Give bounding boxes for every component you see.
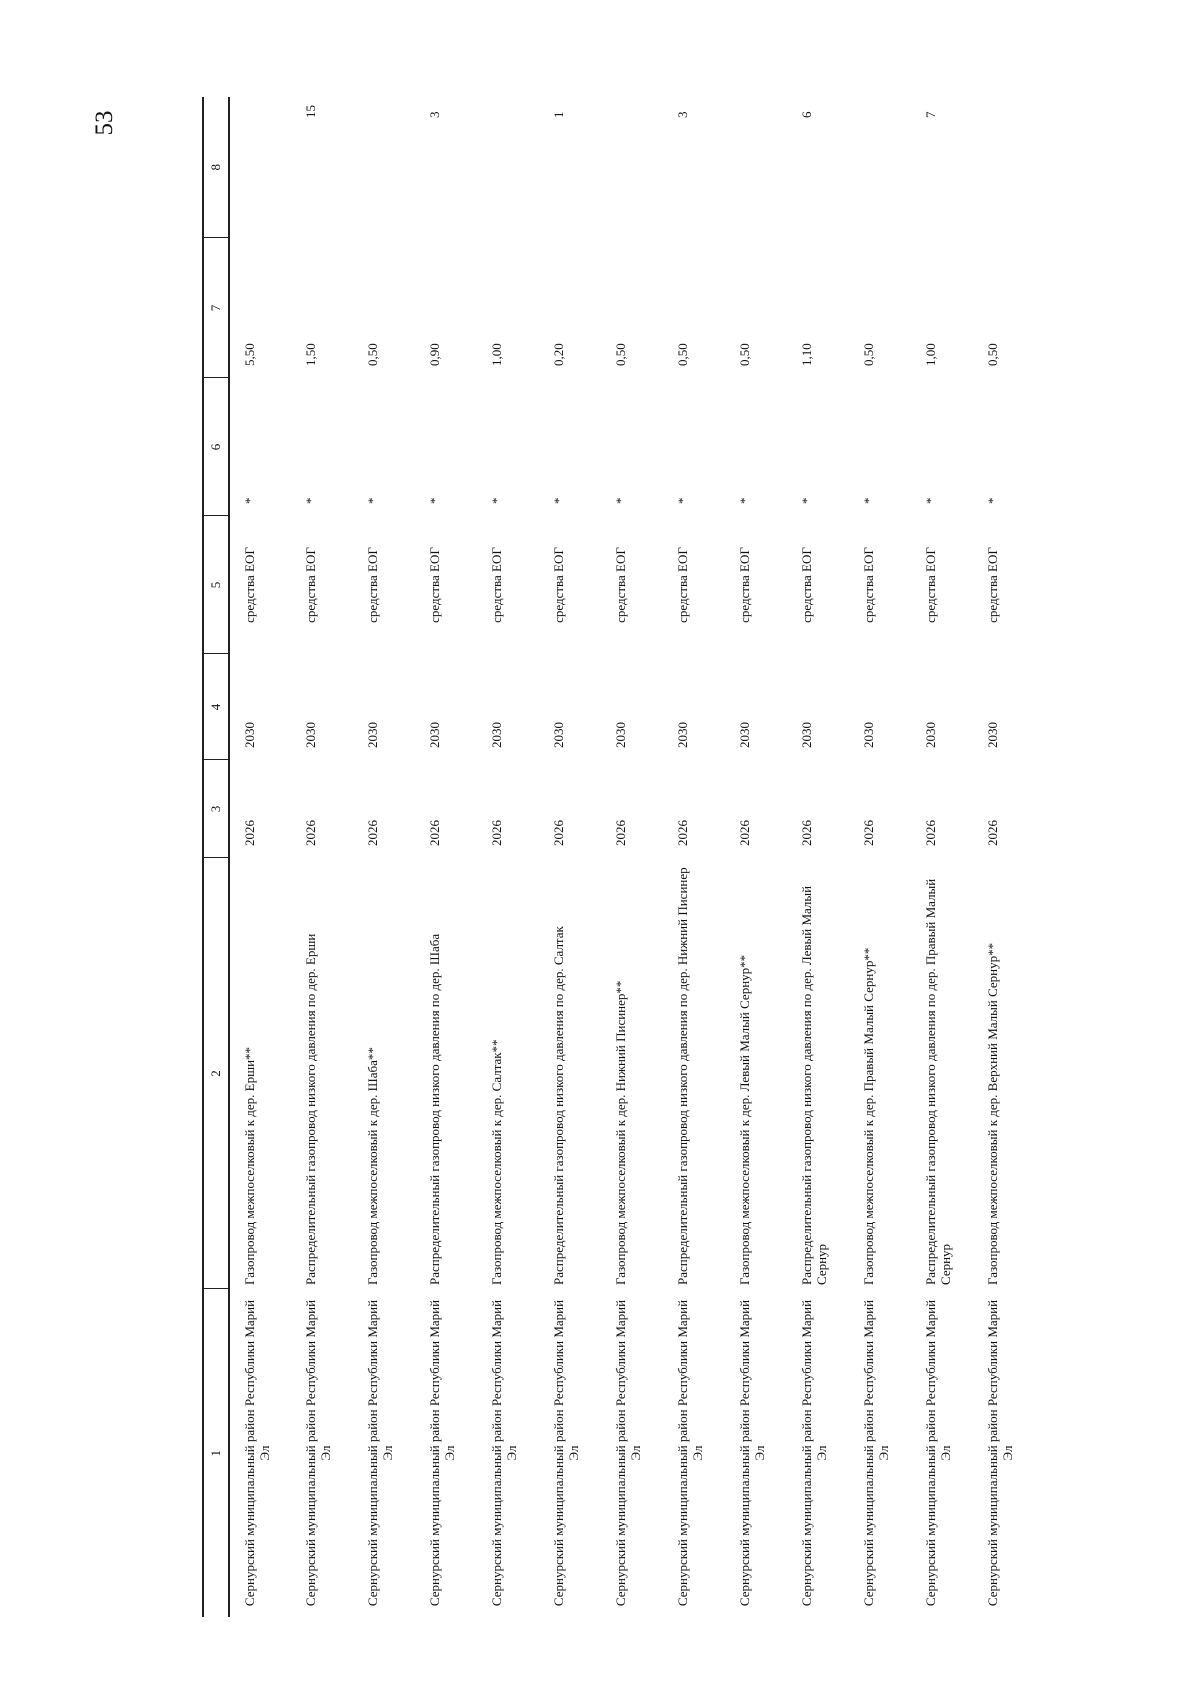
asterisk-cell: * — [365, 497, 380, 504]
table-row — [787, 97, 849, 1617]
asterisk-cell: * — [427, 497, 442, 504]
end-year-cell: 2030 — [489, 722, 504, 748]
object-cell: Распределительный газопровод низкого давления по дер. Правый Малый Сернур — [923, 878, 953, 1285]
municipality-cell: Сернурский муниципальный район Республики Марий Эл — [861, 1299, 891, 1607]
end-year-cell: 2030 — [303, 722, 318, 748]
start-year-cell: 2026 — [861, 820, 876, 846]
asterisk-cell: * — [551, 497, 566, 504]
end-year-cell: 2030 — [985, 722, 1000, 748]
table-row — [663, 97, 725, 1617]
start-year-cell: 2026 — [303, 820, 318, 846]
table-row — [353, 97, 415, 1617]
table-row — [291, 97, 353, 1617]
object-cell: Газопровод межпоселковый к дер. Левый Малый Сернур** — [737, 954, 752, 1285]
municipality-cell: Сернурский муниципальный район Республики Марий Эл — [427, 1299, 457, 1607]
rotated-table-page — [202, 97, 1015, 1617]
end-year-cell: 2030 — [923, 722, 938, 748]
start-year-cell: 2026 — [242, 820, 257, 846]
object-cell: Газопровод межпоселковый к дер. Нижний Писинер** — [613, 980, 628, 1285]
municipality-cell: Сернурский муниципальный район Республики Марий Эл — [737, 1299, 767, 1607]
length-cell: 0,50 — [613, 343, 628, 366]
municipality-cell: Сернурский муниципальный район Республики Марий Эл — [303, 1299, 333, 1607]
page-number: 53 — [91, 110, 118, 136]
column-header: 5 — [203, 516, 229, 654]
funding-source-cell: средства ЕОГ — [737, 547, 752, 623]
funding-source-cell: средства ЕОГ — [675, 547, 690, 623]
municipality-cell: Сернурский муниципальный район Республики Марий Эл — [985, 1299, 1015, 1607]
table-row — [725, 97, 787, 1617]
length-cell: 1,00 — [923, 343, 938, 366]
count-cell — [229, 97, 291, 238]
object-cell: Распределительный газопровод низкого давления по дер. Ерши — [303, 933, 318, 1285]
funding-source-cell: средства ЕОГ — [303, 547, 318, 623]
length-cell: 0,50 — [737, 343, 752, 366]
end-year-cell: 2030 — [799, 722, 814, 748]
start-year-cell: 2026 — [799, 820, 814, 846]
funding-source-cell: средства ЕОГ — [613, 547, 628, 623]
funding-source-cell: средства ЕОГ — [365, 547, 380, 623]
funding-source-cell: средства ЕОГ — [985, 547, 1000, 623]
start-year-cell: 2026 — [427, 820, 442, 846]
column-header: 2 — [203, 858, 229, 1289]
table-row — [539, 97, 601, 1617]
object-cell: Газопровод межпоселковый к дер. Шаба** — [365, 1047, 380, 1285]
count-cell: 6 — [799, 111, 814, 118]
funding-source-cell: средства ЕОГ — [551, 547, 566, 623]
length-cell: 5,50 — [242, 343, 257, 366]
length-cell: 0,50 — [861, 343, 876, 366]
count-cell — [477, 97, 539, 238]
funding-source-cell: средства ЕОГ — [799, 547, 814, 623]
municipality-cell: Сернурский муниципальный район Республики Марий Эл — [675, 1299, 705, 1607]
count-cell: 1 — [551, 111, 566, 118]
start-year-cell: 2026 — [365, 820, 380, 846]
count-cell: 3 — [427, 111, 442, 118]
count-cell — [601, 97, 663, 238]
asterisk-cell: * — [303, 497, 318, 504]
length-cell: 0,20 — [551, 343, 566, 366]
end-year-cell: 2030 — [861, 722, 876, 748]
asterisk-cell: * — [613, 497, 628, 504]
column-header: 8 — [203, 97, 229, 238]
column-header: 4 — [203, 654, 229, 760]
length-cell: 0,50 — [985, 343, 1000, 366]
object-cell: Распределительный газопровод низкого давления по дер. Шаба — [427, 933, 442, 1285]
funding-source-cell: средства ЕОГ — [489, 547, 504, 623]
asterisk-cell: * — [489, 497, 504, 504]
column-header: 1 — [203, 1289, 229, 1617]
asterisk-cell: * — [861, 497, 876, 504]
asterisk-cell: * — [675, 497, 690, 504]
table-row — [415, 97, 477, 1617]
municipality-cell: Сернурский муниципальный район Республики Марий Эл — [799, 1299, 829, 1607]
length-cell: 1,50 — [303, 343, 318, 366]
asterisk-cell: * — [985, 497, 1000, 504]
start-year-cell: 2026 — [613, 820, 628, 846]
start-year-cell: 2026 — [737, 820, 752, 846]
start-year-cell: 2026 — [985, 820, 1000, 846]
count-cell: 15 — [303, 105, 318, 118]
municipality-cell: Сернурский муниципальный район Республики Марий Эл — [489, 1299, 519, 1607]
asterisk-cell: * — [737, 497, 752, 504]
funding-source-cell: средства ЕОГ — [861, 547, 876, 623]
count-cell — [849, 97, 911, 238]
count-cell: 7 — [923, 111, 938, 118]
column-header: 7 — [203, 238, 229, 378]
column-header: 6 — [203, 378, 229, 516]
header-row — [203, 97, 229, 1617]
gas-pipeline-table — [202, 97, 1035, 1617]
start-year-cell: 2026 — [675, 820, 690, 846]
asterisk-cell: * — [242, 497, 257, 504]
end-year-cell: 2030 — [427, 722, 442, 748]
end-year-cell: 2030 — [242, 722, 257, 748]
end-year-cell: 2030 — [675, 722, 690, 748]
funding-source-cell: средства ЕОГ — [242, 547, 257, 623]
table-body — [229, 97, 1035, 1617]
count-cell — [725, 97, 787, 238]
end-year-cell: 2030 — [613, 722, 628, 748]
object-cell: Газопровод межпоселковый к дер. Правый Малый Сернур** — [861, 947, 876, 1285]
end-year-cell: 2030 — [365, 722, 380, 748]
municipality-cell: Сернурский муниципальный район Республики Марий Эл — [242, 1299, 272, 1607]
length-cell: 1,00 — [489, 343, 504, 366]
end-year-cell: 2030 — [737, 722, 752, 748]
count-cell — [353, 97, 415, 238]
object-cell: Газопровод межпоселковый к дер. Ерши** — [242, 1046, 257, 1285]
start-year-cell: 2026 — [923, 820, 938, 846]
length-cell: 1,10 — [799, 343, 814, 366]
column-header: 3 — [203, 760, 229, 858]
object-cell: Распределительный газопровод низкого давления по дер. Левый Малый Сернур — [799, 885, 829, 1285]
municipality-cell: Сернурский муниципальный район Республики Марий Эл — [365, 1299, 395, 1607]
table-row — [601, 97, 663, 1617]
length-cell: 0,50 — [675, 343, 690, 366]
object-cell: Газопровод межпоселковый к дер. Верхний Малый Сернур** — [985, 942, 1000, 1285]
municipality-cell: Сернурский муниципальный район Республики Марий Эл — [923, 1299, 953, 1607]
length-cell: 0,50 — [365, 343, 380, 366]
table-row — [973, 97, 1035, 1617]
length-cell: 0,90 — [427, 343, 442, 366]
count-cell — [973, 97, 1035, 238]
funding-source-cell: средства ЕОГ — [923, 547, 938, 623]
table-row — [911, 97, 973, 1617]
end-year-cell: 2030 — [551, 722, 566, 748]
asterisk-cell: * — [799, 497, 814, 504]
count-cell: 3 — [675, 111, 690, 118]
funding-source-cell: средства ЕОГ — [427, 547, 442, 623]
object-cell: Распределительный газопровод низкого давления по дер. Салтак — [551, 926, 566, 1285]
table-row — [477, 97, 539, 1617]
table-row — [849, 97, 911, 1617]
object-cell: Распределительный газопровод низкого давления по дер. Нижний Писинер — [675, 867, 690, 1285]
asterisk-cell: * — [923, 497, 938, 504]
municipality-cell: Сернурский муниципальный район Республики Марий Эл — [613, 1299, 643, 1607]
municipality-cell: Сернурский муниципальный район Республики Марий Эл — [551, 1299, 581, 1607]
table-row — [229, 97, 291, 1617]
start-year-cell: 2026 — [489, 820, 504, 846]
start-year-cell: 2026 — [551, 820, 566, 846]
object-cell: Газопровод межпоселковый к дер. Салтак** — [489, 1039, 504, 1285]
